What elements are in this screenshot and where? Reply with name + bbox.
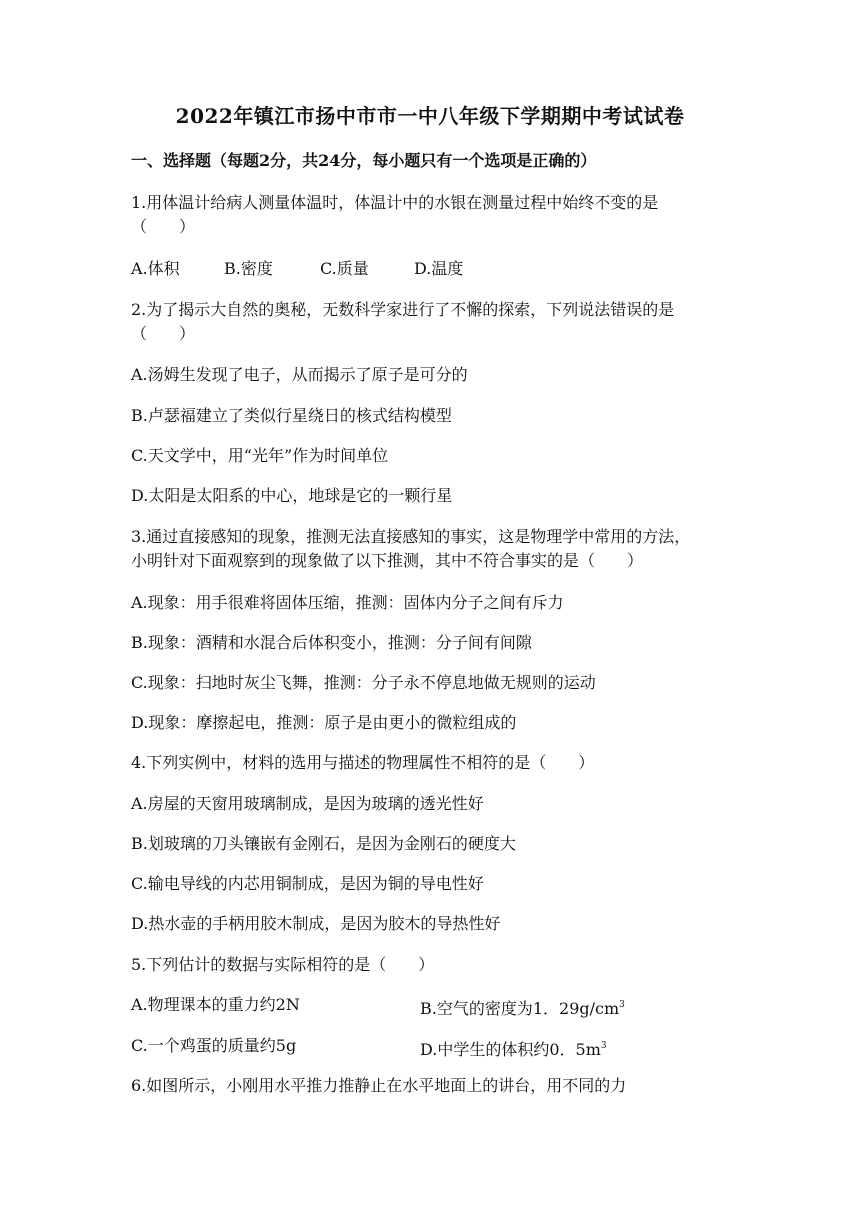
question-5-option-c: C.一个鸡蛋的质量约5g <box>131 1036 297 1055</box>
question-3-option-a: A.现象：用手很难将固体压缩，推测：固体内分子之间有斥力 <box>131 593 564 612</box>
question-5-option-a: A.物理课本的重力约2N <box>131 995 300 1014</box>
question-1-option-c: C.质量 <box>320 259 369 278</box>
exam-title: 2022年镇江市扬中市市一中八年级下学期期中考试试卷 <box>175 104 685 128</box>
question-3-stem-line-1: 3.通过直接感知的现象，推测无法直接感知的事实，这是物理学中常用的方法， <box>131 527 691 546</box>
question-2-option-c: C.天文学中，用“光年”作为时间单位 <box>131 446 389 465</box>
question-3-option-d: D.现象：摩擦起电，推测：原子是由更小的微粒组成的 <box>131 713 517 732</box>
question-1-stem: 1.用体温计给病人测量体温时，体温计中的水银在测量过程中始终不变的是 <box>131 193 659 212</box>
question-1-option-a: A.体积 <box>131 259 180 278</box>
question-2-answer-paren: （ ） <box>131 324 196 343</box>
question-4-option-c: C.输电导线的内芯用铜制成，是因为铜的导电性好 <box>131 874 484 893</box>
question-3-option-b: B.现象：酒精和水混合后体积变小，推测：分子间有间隙 <box>131 633 532 652</box>
question-2-option-b: B.卢瑟福建立了类似行星绕日的核式结构模型 <box>131 406 452 425</box>
question-4-option-d: D.热水壶的手柄用胶木制成，是因为胶木的导热性好 <box>131 914 501 933</box>
question-5-option-d: D.中学生的体积约0．$5m^3$ <box>420 1040 607 1059</box>
question-5-stem: 5.下列估计的数据与实际相符的是（ ） <box>131 955 435 974</box>
question-5-option-b: B.空气的密度为1．$29g/cm^3$ <box>420 999 625 1018</box>
question-2-option-a: A.汤姆生发现了电子，从而揭示了原子是可分的 <box>131 365 468 384</box>
question-4-option-a: A.房屋的天窗用玻璃制成，是因为玻璃的透光性好 <box>131 794 484 813</box>
question-1-option-d: D.温度 <box>414 259 464 278</box>
question-1-option-b: B.密度 <box>224 259 273 278</box>
question-3-option-c: C.现象：扫地时灰尘飞舞，推测：分子永不停息地做无规则的运动 <box>131 673 596 692</box>
section-heading: 一、选择题（每题2分，共24分，每小题只有一个选项是正确的） <box>131 151 597 170</box>
question-4-option-b: B.划玻璃的刀头镶嵌有金刚石，是因为金刚石的硬度大 <box>131 834 516 853</box>
question-4-stem: 4.下列实例中，材料的选用与描述的物理属性不相符的是（ ） <box>131 753 595 772</box>
question-1-answer-paren: （ ） <box>131 217 196 236</box>
question-3-stem-line-2: 小明针对下面观察到的现象做了以下推测，其中不符合事实的是（ ） <box>131 551 644 570</box>
question-6-stem: 6.如图所示，小刚用水平推力推静止在水平地面上的讲台，用不同的力 <box>131 1076 627 1095</box>
question-2-stem: 2.为了揭示大自然的奥秘，无数科学家进行了不懈的探索，下列说法错误的是 <box>131 300 675 319</box>
question-2-option-d: D.太阳是太阳系的中心，地球是它的一颗行星 <box>131 486 453 505</box>
